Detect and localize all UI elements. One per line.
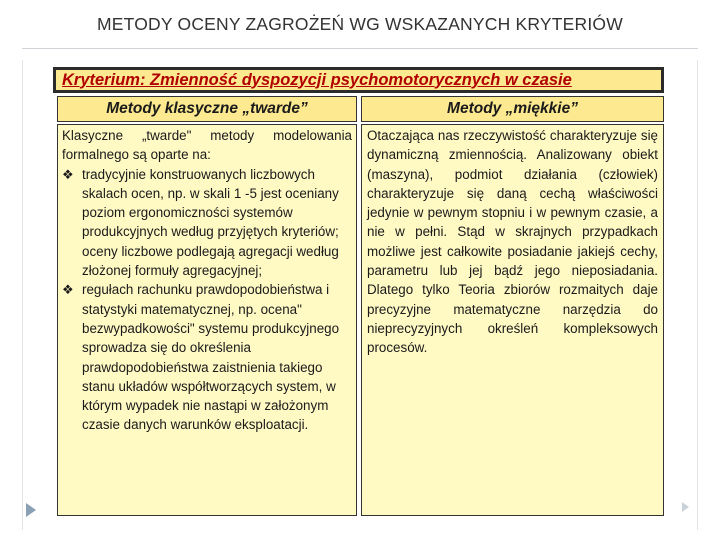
criterion-label: Kryterium: Zmienność dyspozycji psychomotorycznych w czasie [62, 70, 572, 89]
title-divider [22, 48, 698, 49]
previous-slide-arrow-icon[interactable] [26, 503, 36, 517]
column-header-classic-label: Metody klasyczne „twarde” [106, 100, 308, 117]
column-header-classic [57, 96, 357, 122]
slide-title: METODY OCENY ZAGROŻEŃ WG WSKAZANYCH KRYTERIÓW [97, 14, 623, 34]
list-item [62, 165, 352, 281]
deco-vertical-line-right [697, 60, 698, 530]
criterion-bar [53, 67, 664, 93]
column-header-soft-label: Metody „miękkie” [447, 100, 578, 117]
next-slide-arrow-icon[interactable] [682, 502, 689, 512]
list-item-text: tradycyjnie konstruowanych liczbowych skalach ocen, np. w skali 1 -5 jest oceniany poziom ergonomiczności systemów produkcyjnych według przyjętych kryteriów; oceny liczbowe podlegają agregacji według złożonej formuły agregacyjnej; [82, 166, 339, 279]
classic-methods-cell [57, 124, 357, 516]
list-item [62, 280, 352, 434]
soft-methods-cell [361, 124, 664, 516]
diamond-bullet-icon: ❖ [62, 282, 74, 298]
column-header-soft [361, 96, 664, 122]
deco-vertical-line-left [22, 60, 23, 530]
diamond-bullet-icon: ❖ [62, 166, 74, 182]
classic-methods-intro: Klasyczne „twarde" metody modelowania formalnego są oparte na: [62, 128, 352, 163]
soft-methods-text: Otaczająca nas rzeczywistość charakteryzuje się dynamiczną zmiennością. Analizowany obiekt (maszyna), podmiot działania (człowiek) charakteryzuje się daną cechą właściwości jedynie w pewnym stopniu i w pewnym czasie, a nie w pełni. Stąd w skrajnych przypadkach możliwe jest całkowite posiadanie jakiejś cechy, parametru lub jej bądź jego nieposiadania. Dlatego tylko Teoria zbiorów rozmaitych daje precyzyjne matematyczne narzędzia do nieprecyzyjnych określeń kompleksowych procesów. [367, 128, 658, 356]
list-item-text: regułach rachunku prawdopodobieństwa i statystyki matematycznej, np. ocena" bezwypadkowości" systemu produkcyjnego sprowadza się do określenia prawdopodobieństwa zaistnienia takiego stanu układów współtworzących system, w którym wypadek nie nastąpi w założonym czasie danych warunków eksploatacji. [82, 282, 340, 433]
